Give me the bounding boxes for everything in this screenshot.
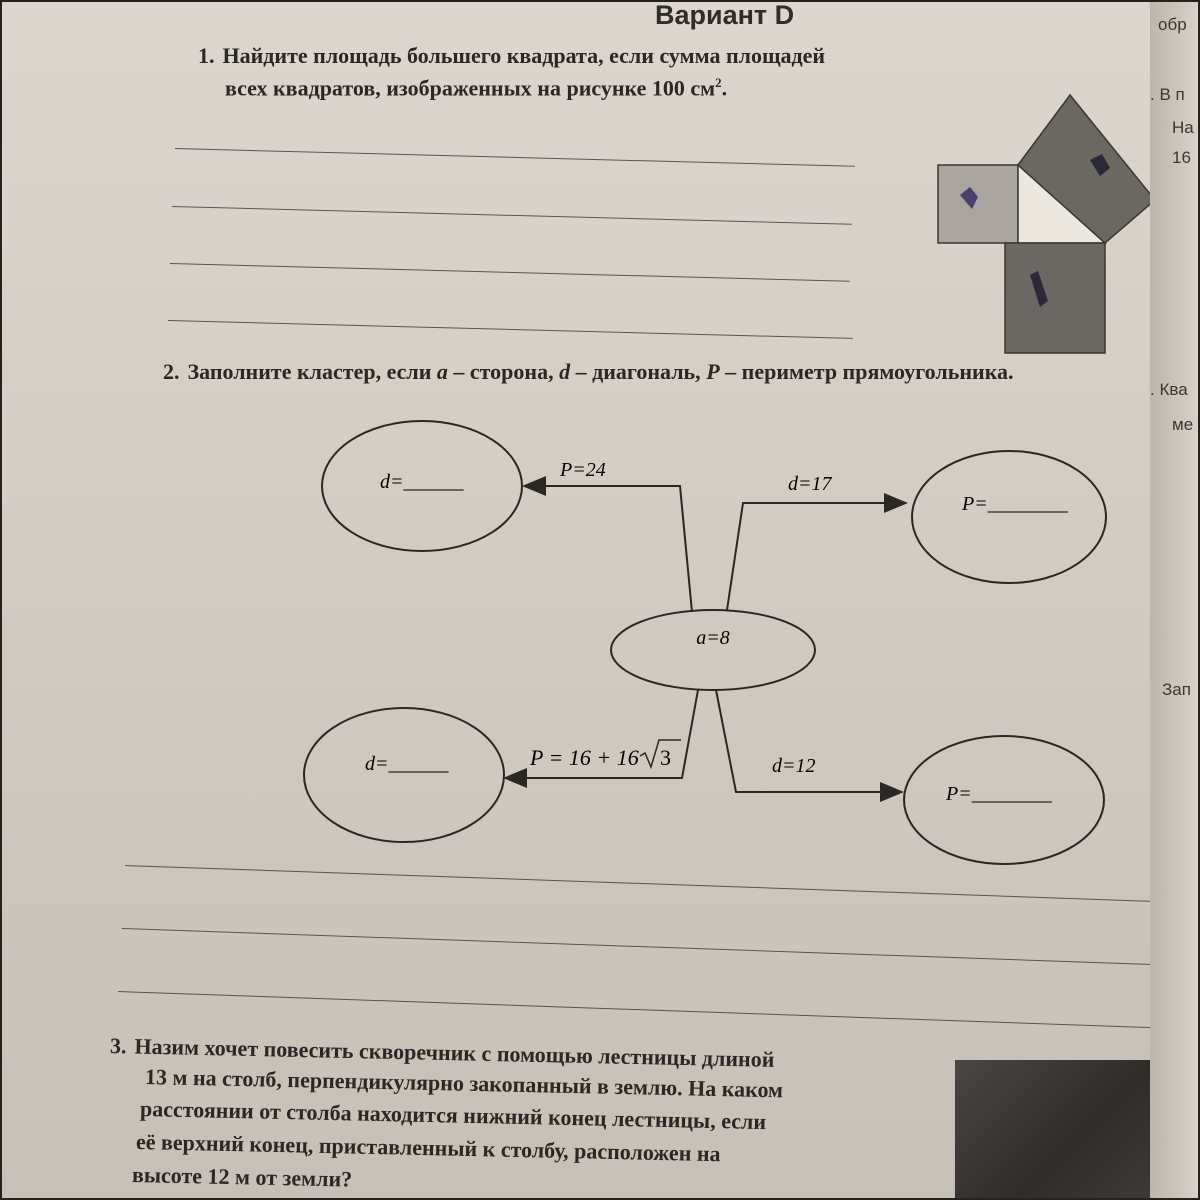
- adjacent-text: 16: [1172, 148, 1191, 167]
- task3-line5: высоте 12 м от земли?: [131, 1162, 353, 1192]
- adjacent-text: ме: [1172, 415, 1194, 434]
- arrow-label-top-left: P=24: [560, 459, 606, 481]
- top-right-node[interactable]: [912, 451, 1106, 583]
- arrow-top-left: [524, 486, 692, 612]
- task1-text-2-end: .: [721, 75, 728, 101]
- task2-text: – периметр прямоугольника.: [719, 359, 1014, 384]
- arrow-top-right: [727, 503, 906, 610]
- adjacent-text: Зап: [1162, 680, 1191, 699]
- task2-number: 2.: [163, 359, 180, 384]
- task2-var-a: a: [436, 359, 448, 384]
- adjacent-page: [1150, 0, 1200, 1200]
- top-right-answer[interactable]: P=________: [962, 493, 1068, 515]
- adjacent-text: . В п: [1150, 85, 1185, 104]
- bottom-left-answer[interactable]: d=______: [365, 753, 449, 775]
- task3-text-1: Назим хочет повесить скворечник с помощью лестницы длиной: [134, 1033, 775, 1072]
- arrow-label-bottom-left: P = 16 + 16: [530, 745, 639, 770]
- task3-line4: её верхний конец, приставленный к столбу, расположен на: [135, 1129, 721, 1167]
- arrow-label-bottom-left-root: 3: [660, 745, 671, 770]
- task1-text-2: всех квадратов, изображенных на рисунке 100 см: [225, 75, 716, 101]
- center-node: [611, 610, 815, 690]
- arrow-label-top-right: d=17: [788, 473, 832, 495]
- bottom-left-node[interactable]: [304, 708, 504, 842]
- task3-line3: расстоянии от столба находится нижний конец лестницы, если: [139, 1096, 767, 1135]
- task1-superscript: 2: [715, 75, 722, 90]
- top-left-answer[interactable]: d=______: [380, 471, 464, 493]
- task1-number: 1.: [198, 43, 215, 68]
- arrow-label-bottom-right: d=12: [772, 755, 816, 777]
- task1-text-1: Найдите площадь большего квадрата, если сумма площадей: [222, 43, 826, 68]
- task3-number: 3.: [109, 1033, 127, 1059]
- task2-var-p: P: [706, 359, 720, 384]
- bottom-right-answer[interactable]: P=________: [946, 783, 1052, 805]
- task2-var-d: d: [559, 359, 571, 384]
- task2-text: – диагональ,: [570, 359, 707, 384]
- adjacent-text: обр: [1158, 15, 1187, 34]
- birdhouse-photo: [955, 1060, 1150, 1200]
- variant-title: Вариант D: [655, 0, 795, 30]
- adjacent-text: . Ква: [1150, 380, 1188, 399]
- center-label: a=8: [696, 627, 730, 649]
- adjacent-text: На: [1172, 118, 1194, 137]
- task2-text: – сторона,: [447, 359, 560, 384]
- task2-text: Заполните кластер, если: [187, 359, 437, 384]
- task3-line2: 13 м на столб, перпендикулярно закопанный в землю. На каком: [144, 1064, 784, 1103]
